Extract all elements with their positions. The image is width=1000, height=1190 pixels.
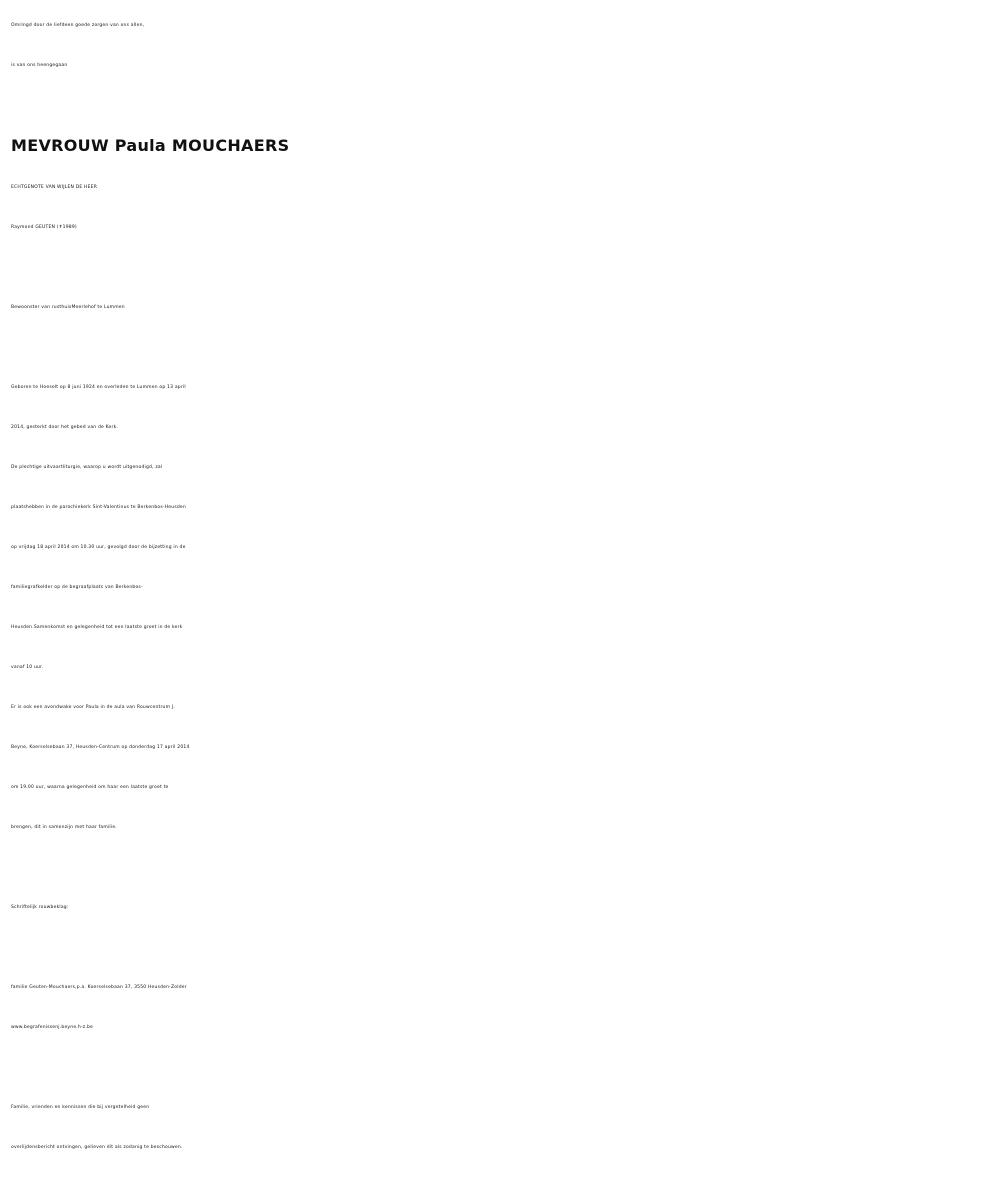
spouse-line-2: Raymond GEUTEN (✝1989) [11,225,77,230]
body-line: op vrijdag 18 april 2014 om 10.30 uur, gevolgd door de bijzetting in de [11,545,186,550]
body-line: brengen, dit in samenzijn met haar familie. [11,825,117,830]
intro-line-1: Omringd door de liefdeen goede zorgen van ons allen, [11,23,145,28]
spacer [11,248,991,288]
contact-address: familie Geuten-Mouchaers,p.a. Koerselsebaan 37, 3550 Heusden-Zolder [11,985,187,990]
body-line: vanaf 10 uur. [11,665,44,670]
contact-website: www.begrafenissenj.beyne.h-z.be [11,1025,94,1030]
spouse-line-1: ECHTGENOTE VAN WIJLEN DE HEER [11,185,98,190]
spouse-block [11,168,991,248]
residence-text: Bewoonster van rusthuisMeerlehof te Lummen [11,305,125,310]
condolences-label: Schriftelijk rouwbeklag: [11,905,69,910]
body-line: plaatshebben in de parochiekerk Sint-Valentinus te Berkenbos-Heusden [11,505,186,510]
body-line: Geboren te Hoeselt op 8 juni 1924 en overleden te Lummen op 13 april [11,385,186,390]
body-block [11,368,991,848]
body-line: 2014, gesterkt door het gebed van de Kerk. [11,425,119,430]
body-line: familiegrafkelder op de begraafplaats van Berkenbos- [11,585,143,590]
body-line: De plechtige uitvaartliturgie, waarop u wordt uitgenodigd, zal [11,465,163,470]
spacer [11,1048,991,1088]
closing-line-1: Familie, vrienden en kennissen die bij vergetelheid geen [11,1105,150,1110]
closing-line-2: overlijdensbericht ontvingen, gelieven dit als zodanig te beschouwen. [11,1145,183,1150]
closing-block [11,1088,991,1168]
deceased-name: MEVROUW Paula MOUCHAERS [11,136,290,155]
body-line: Heusden.Samenkomst en gelegenheid tot een laatste groet in de kerk [11,625,183,630]
body-line: om 19.00 uur, waarna gelegenheid om haar een laatste groet te [11,785,169,790]
contact-block [11,968,991,1048]
intro-block [11,6,991,86]
body-line: Beyne, Koerselsebaan 37, Heusden-Centrum op donderdag 17 april 2014 [11,745,190,750]
spacer [11,928,991,968]
body-line: Er is ook een avondwake voor Paula in de aula van Rouwcentrum J. [11,705,175,710]
spacer [11,848,991,888]
obituary-notice [11,0,991,1168]
intro-line-2: is van ons heengegaan [11,63,68,68]
spacer [11,328,991,368]
